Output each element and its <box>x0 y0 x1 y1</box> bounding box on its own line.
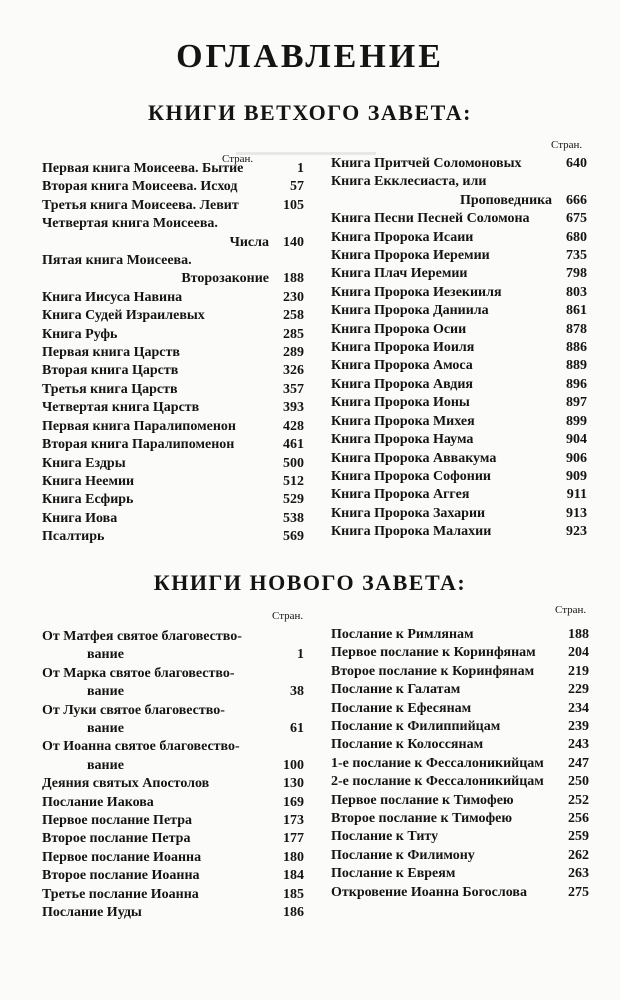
toc-entry-title: Книга Екклесиаста, или <box>331 174 487 190</box>
toc-entry-page-number: 500 <box>283 455 304 471</box>
toc-entry-title: Первая книга Царств <box>42 345 180 361</box>
toc-entry-title: Книга Притчей Соломоновых <box>331 156 522 171</box>
toc-entry <box>331 486 587 504</box>
toc-entry-title: Вторая книга Моисеева. Исход <box>42 179 238 195</box>
toc-entry-page-number: 105 <box>283 197 304 213</box>
toc-entry-page-number: 735 <box>566 248 587 264</box>
toc-entry-title: Первое послание к Тимофею <box>331 792 514 808</box>
toc-entry <box>331 663 589 681</box>
toc-entry <box>42 886 304 904</box>
toc-entry-title: Книга Руфь <box>42 326 118 342</box>
toc-entry-page-number: 173 <box>283 813 304 829</box>
toc-entry-title: Книга Пророка Осии <box>331 321 467 337</box>
toc-entry-title: От Иоанна святое благовество- <box>42 739 240 755</box>
toc-entry-title: Книга Пророка Захарии <box>331 505 486 521</box>
toc-entry-title: Книга Пророка Иеремии <box>331 248 490 264</box>
toc-entry-title: От Матфея святое благовество- <box>42 629 242 644</box>
toc-entry-title-continuation: вание <box>87 684 124 700</box>
toc-entry <box>331 681 589 699</box>
toc-entry-title: Книга Есфирь <box>42 492 134 508</box>
toc-entry-title: Послание к Евреям <box>331 866 456 882</box>
toc-entry-title: От Марка святое благовество- <box>42 665 235 681</box>
toc-entry-page-number: 188 <box>568 627 589 642</box>
toc-entry-page-number: 285 <box>283 326 304 342</box>
toc-entry-page-number: 185 <box>283 886 304 902</box>
toc-entry-title: Послание к Галатам <box>331 682 461 698</box>
toc-entry <box>42 381 304 399</box>
toc-entry <box>42 197 304 215</box>
toc-entry <box>42 738 304 775</box>
old-testament-heading: КНИГИ ВЕТХОГО ЗАВЕТА: <box>148 100 472 125</box>
toc-entry <box>331 810 589 828</box>
toc-entry-page-number: 538 <box>283 510 304 526</box>
toc-entry <box>331 718 589 736</box>
toc-entry-title: Книга Неемии <box>42 473 135 489</box>
toc-entry-title: Книга Песни Песней Соломона <box>331 211 530 227</box>
toc-entry <box>331 210 587 228</box>
toc-entry <box>331 302 587 320</box>
bleed-through-decoration <box>236 122 376 155</box>
toc-entry-title: Деяния святых Апостолов <box>42 776 210 792</box>
toc-entry-page-number: 188 <box>283 271 304 287</box>
toc-entry-title: Пятая книга Моисеева. <box>42 253 192 269</box>
toc-entry <box>331 468 587 486</box>
toc-entry-title: Книга Пророка Аггея <box>331 487 470 503</box>
toc-entry <box>42 307 304 325</box>
toc-entry-page-number: 1 <box>297 161 304 176</box>
toc-entry <box>331 847 589 865</box>
toc-entry <box>331 284 587 302</box>
toc-entry-title: Послание к Колоссянам <box>331 737 484 753</box>
toc-entry-title: Книга Пророка Аввакума <box>331 450 497 466</box>
toc-entry-page-number: 252 <box>568 792 589 808</box>
toc-entry-title: Книга Пророка Амоса <box>331 358 473 374</box>
toc-entry <box>331 413 587 431</box>
toc-entry-page-number: 326 <box>283 363 304 379</box>
toc-entry-title: Книга Ездры <box>42 455 126 471</box>
toc-entry <box>42 904 304 922</box>
toc-entry-title: Четвертая книга Царств <box>42 400 200 416</box>
toc-entry-page-number: 899 <box>566 413 587 429</box>
toc-entry-page-number: 529 <box>283 492 304 508</box>
toc-entry <box>42 775 304 793</box>
nt-left-page-header: Стран. <box>272 610 304 622</box>
toc-entry-title: Первое послание к Коринфянам <box>331 645 536 661</box>
toc-entry <box>42 849 304 867</box>
toc-entry <box>42 702 304 739</box>
toc-entry-title: Книга Пророка Даниила <box>331 303 489 319</box>
toc-entry-page-number: 428 <box>283 418 304 434</box>
toc-entry-page-number: 169 <box>283 794 304 810</box>
nt-left-column <box>42 628 304 923</box>
toc-entry-page-number: 896 <box>566 376 587 392</box>
toc-entry-page-number: 911 <box>566 487 587 503</box>
toc-entry-page-number: 38 <box>290 684 304 700</box>
toc-entry-title: Третья книга Царств <box>42 381 178 397</box>
toc-entry-page-number: 640 <box>566 156 587 171</box>
toc-entry <box>331 450 587 468</box>
toc-entry-title: Книга Иисуса Навина <box>42 289 183 305</box>
toc-entry-page-number: 680 <box>566 229 587 245</box>
ot-left-page-header: Стран. <box>222 153 254 165</box>
toc-entry <box>42 812 304 830</box>
toc-entry-page-number: 239 <box>568 719 589 735</box>
toc-entry-page-number: 184 <box>283 868 304 884</box>
ot-right-column <box>331 155 587 542</box>
ot-left-column <box>42 160 304 547</box>
toc-entry-title: Третья книга Моисеева. Левит <box>42 197 239 213</box>
toc-entry-title-continuation: вание <box>87 757 124 773</box>
toc-entry-page-number: 904 <box>566 432 587 448</box>
toc-entry <box>42 473 304 491</box>
toc-entry-page-number: 57 <box>290 179 304 195</box>
toc-entry-title-continuation: Числа <box>229 234 269 250</box>
toc-entry-title: Третье послание Иоанна <box>42 886 199 902</box>
toc-entry <box>42 491 304 509</box>
toc-entry-title: Первая книга Паралипоменон <box>42 418 236 434</box>
toc-entry <box>42 289 304 307</box>
toc-entry <box>331 376 587 394</box>
toc-entry-page-number: 230 <box>283 289 304 305</box>
toc-entry-page-number: 357 <box>283 381 304 397</box>
nt-right-column <box>331 626 589 902</box>
toc-entry <box>42 455 304 473</box>
toc-entry <box>42 628 304 665</box>
toc-entry-title: 1-е послание к Фессалоникийцам <box>331 755 544 771</box>
toc-entry-page-number: 275 <box>568 884 589 900</box>
toc-entry <box>331 700 589 718</box>
toc-entry-title-continuation: вание <box>87 721 124 737</box>
toc-entry-page-number: 186 <box>283 905 304 921</box>
toc-entry-title: Послание Иакова <box>42 794 154 810</box>
toc-entry <box>42 252 304 289</box>
toc-entry <box>331 357 587 375</box>
toc-entry-page-number: 177 <box>283 831 304 847</box>
toc-entry <box>42 344 304 362</box>
toc-entry-title: Книга Судей Израилевых <box>42 308 205 324</box>
toc-entry-title: Послание к Филиппийцам <box>331 719 501 735</box>
toc-entry-page-number: 461 <box>283 437 304 453</box>
toc-entry-title: Второе послание Петра <box>42 831 191 847</box>
toc-entry-title: Книга Пророка Михея <box>331 413 475 429</box>
toc-entry-title: Псалтирь <box>42 529 105 545</box>
toc-entry <box>42 665 304 702</box>
toc-entry <box>331 229 587 247</box>
toc-entry-page-number: 909 <box>566 468 587 484</box>
toc-entry-title: Вторая книга Царств <box>42 363 179 379</box>
toc-entry <box>331 626 589 644</box>
toc-entry-page-number: 289 <box>283 345 304 361</box>
toc-entry-page-number: 130 <box>283 776 304 792</box>
ot-right-page-header: Стран. <box>551 139 583 151</box>
toc-entry-page-number: 861 <box>566 303 587 319</box>
toc-entry-title: Послание к Ефесянам <box>331 700 472 716</box>
toc-entry <box>331 773 589 791</box>
toc-entry-title: Первая книга Моисеева. Бытие <box>42 161 244 176</box>
toc-entry <box>42 528 304 546</box>
toc-entry-title: 2-е послание к Фессалоникийцам <box>331 774 544 790</box>
toc-entry-page-number: 393 <box>283 400 304 416</box>
toc-entry <box>331 884 589 902</box>
toc-entry <box>42 436 304 454</box>
toc-entry-page-number: 229 <box>568 682 589 698</box>
toc-entry-title-continuation: Второзаконие <box>181 271 269 287</box>
toc-entry-title: Послание Иуды <box>42 905 142 921</box>
toc-entry-page-number: 675 <box>566 211 587 227</box>
toc-entry <box>42 794 304 812</box>
toc-entry <box>42 362 304 380</box>
toc-entry-title: Вторая книга Паралипоменон <box>42 437 235 453</box>
toc-entry <box>331 265 587 283</box>
toc-entry-title: Книга Пророка Ионы <box>331 395 470 411</box>
toc-entry-title: Второе послание к Коринфянам <box>331 663 535 679</box>
toc-entry <box>331 505 587 523</box>
toc-entry-page-number: 259 <box>568 829 589 845</box>
toc-entry-title: Книга Пророка Малахии <box>331 524 492 540</box>
toc-entry <box>42 418 304 436</box>
toc-entry-page-number: 889 <box>566 358 587 374</box>
toc-entry-page-number: 258 <box>283 308 304 324</box>
toc-entry-page-number: 204 <box>568 645 589 661</box>
toc-entry-page-number: 798 <box>566 266 587 282</box>
toc-entry <box>331 321 587 339</box>
toc-entry-title: Второе послание к Тимофею <box>331 811 513 827</box>
toc-entry-page-number: 569 <box>283 529 304 545</box>
toc-entry <box>331 523 587 541</box>
toc-entry-title: Откровение Иоанна Богослова <box>331 884 527 900</box>
toc-entry-title: Книга Пророка Исаии <box>331 229 474 245</box>
page-title: ОГЛАВЛЕНИЕ <box>176 38 444 75</box>
toc-entry-page-number: 100 <box>283 757 304 773</box>
toc-entry-title-continuation: Проповедника <box>459 192 552 208</box>
toc-entry-page-number: 219 <box>568 663 589 679</box>
toc-entry <box>331 792 589 810</box>
toc-entry <box>331 155 587 173</box>
toc-entry-title: Второе послание Иоанна <box>42 868 200 884</box>
toc-entry-title: Первое послание Иоанна <box>42 849 202 865</box>
toc-entry <box>331 431 587 449</box>
toc-entry-title-continuation: вание <box>87 647 124 663</box>
toc-entry <box>331 173 587 210</box>
toc-entry-page-number: 234 <box>568 700 589 716</box>
toc-entry-page-number: 886 <box>566 340 587 356</box>
nt-right-page-header: Стран. <box>555 604 587 616</box>
toc-entry <box>42 510 304 528</box>
toc-entry-page-number: 512 <box>283 473 304 489</box>
toc-entry-page-number: 1 <box>297 647 304 663</box>
toc-entry-page-number: 263 <box>568 866 589 882</box>
toc-entry-title: Послание к Римлянам <box>331 627 474 642</box>
new-testament-heading: КНИГИ НОВОГО ЗАВЕТА: <box>153 570 467 595</box>
toc-entry-page-number: 262 <box>568 847 589 863</box>
toc-entry-title: От Луки святое благовество- <box>42 702 225 718</box>
toc-entry-page-number: 243 <box>568 737 589 753</box>
toc-entry <box>42 160 304 178</box>
toc-entry <box>331 339 587 357</box>
toc-entry-page-number: 803 <box>566 284 587 300</box>
toc-entry-page-number: 61 <box>290 721 304 737</box>
toc-entry-title: Книга Пророка Иоиля <box>331 340 475 356</box>
toc-entry <box>42 867 304 885</box>
toc-entry-title: Книга Пророка Наума <box>331 432 474 448</box>
toc-entry-page-number: 913 <box>566 505 587 521</box>
toc-entry <box>331 644 589 662</box>
toc-entry <box>331 247 587 265</box>
toc-entry <box>331 828 589 846</box>
toc-entry <box>331 394 587 412</box>
toc-entry-title: Послание к Филимону <box>331 847 475 863</box>
toc-entry-page-number: 247 <box>568 755 589 771</box>
toc-entry-page-number: 140 <box>283 234 304 250</box>
toc-entry <box>331 736 589 754</box>
toc-entry-title: Книга Пророка Авдия <box>331 376 474 392</box>
toc-entry <box>331 755 589 773</box>
toc-entry-page-number: 923 <box>566 524 587 540</box>
toc-entry <box>42 178 304 196</box>
toc-entry <box>42 830 304 848</box>
toc-entry <box>42 326 304 344</box>
toc-entry-page-number: 256 <box>568 811 589 827</box>
toc-entry-title: Четвертая книга Моисеева. <box>42 216 218 232</box>
toc-entry-page-number: 250 <box>568 774 589 790</box>
toc-entry-title: Послание к Титу <box>331 829 439 845</box>
toc-entry-page-number: 897 <box>566 395 587 411</box>
toc-entry-page-number: 180 <box>283 849 304 865</box>
toc-entry-page-number: 878 <box>566 321 587 337</box>
toc-entry-title: Первое послание Петра <box>42 813 192 829</box>
toc-entry-page-number: 906 <box>566 450 587 466</box>
toc-entry <box>42 215 304 252</box>
toc-entry <box>42 399 304 417</box>
toc-entry-title: Книга Иова <box>42 510 118 526</box>
toc-entry-page-number: 666 <box>566 192 587 208</box>
toc-entry-title: Книга Плач Иеремии <box>331 266 468 282</box>
toc-entry-title: Книга Пророка Иезекииля <box>331 284 502 300</box>
toc-entry <box>331 865 589 883</box>
toc-entry-title: Книга Пророка Софонии <box>331 468 491 484</box>
